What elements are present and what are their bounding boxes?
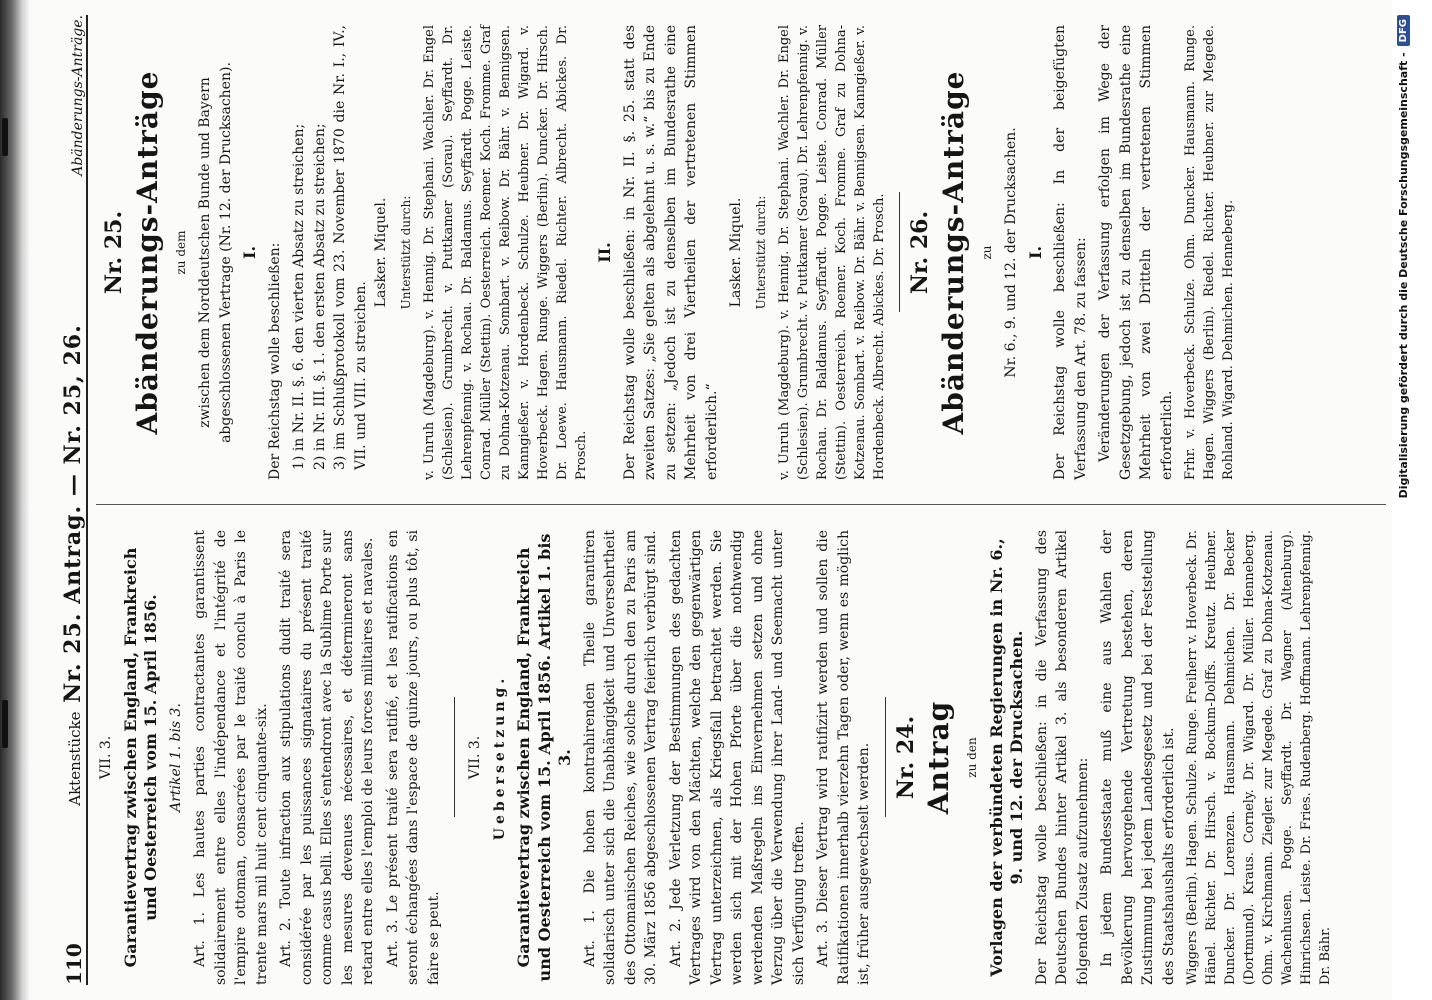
dfg-logo: DFG (1397, 15, 1410, 46)
nr26-zu: zu (979, 245, 994, 260)
german-article-3: Art. 3. Dieser Vertrag wird ratifizirt werden und sollen die Ratifikationen innerhalb vierzehn Tagen oder, wenn es möglich ist, früher ausgewechselt werden. (815, 530, 872, 985)
digitization-credit (1395, 15, 1411, 975)
nr26-title: Abänderungs-Anträge (936, 70, 970, 435)
nr25-proposers-1: Lasker. Miquel. (373, 197, 389, 308)
gutter-mark (2, 118, 8, 156)
treaty-title: Garantievertrag zwischen England, Frankreich und Oesterreich vom 15. April 1856. (120, 547, 160, 968)
nr25-item-1: 1) in Nr. II. §. 6. den vierten Absatz zu streichen; (291, 123, 307, 470)
divider (899, 193, 900, 313)
nr24-text: In jedem Bundesstaate muß eine aus Wahlen der Bevölkerung hervorgehende Vertretung bestehen, deren Zustimmung bei jedem Landesgesetz und bei der Feststellung des Staatshaushalts erforderlich ist. (1099, 530, 1177, 985)
running-title-center: Nr. 25. Antrag. — Nr. 25, 26. (60, 324, 86, 703)
treaty-subtitle: Artikel 1. bis 3. (167, 703, 184, 812)
gutter-mark (2, 700, 8, 748)
nr24-intro: Der Reichstag wolle beschließen: in die Verfassung des Deutschen Bundes hinter Artikel 3. als besonderen Artikel folgenden Zusatz aufzunehmen: (1033, 530, 1091, 985)
nr26-text: Veränderungen der Verfassung erfolgen im Wege der Gesetzgebung, jedoch ist zu denselben im Bundesrathe eine Mehrheit von zwei Dritteln der vertretenen Stimmen erforderlich. (1097, 25, 1175, 480)
german-article-1: Art. 1. Die hohen kontrahirenden Theile garantiren solidarisch unter sich die Unabhängigkeit und Unversehrtheit des Ottomanischen Reiches, wie solche durch den zu Paris am 30. März 1856 abgeschlossenen Vertrag feierlich verbürgt sind. (581, 530, 659, 985)
nr25-proposers-2: Lasker. Miquel. (728, 197, 744, 308)
nr24-zu: zu den (965, 737, 979, 778)
column-rule (96, 504, 1386, 505)
nr25-intro-1: Der Reichstag wolle beschließen: (266, 242, 283, 480)
nr25-intro-2: Der Reichstag wolle beschließen: in Nr. II. §. 25. statt des zweiten Satzes: „Sie gelten als abgelehnt u. s. w.“ bis zu Ende zu setzen: „Jedoch ist zu denselben im Bundesrathe eine Mehrheit von drei Viertheilen der vertretenen Stimmen erforderlich.“ (621, 25, 720, 480)
page-number: 110 (62, 943, 86, 985)
divider (454, 698, 455, 818)
nr25-title: Abänderungs-Anträge (130, 70, 164, 435)
nr26-number: Nr. 26. (907, 210, 933, 295)
nr25-number: Nr. 25. (101, 210, 127, 295)
nr25-item-3: 3) im Schlußprotokoll vom 23. November 1870 die Nr. I., IV., VII. und VIII. zu streichen. (332, 25, 369, 470)
divider (885, 698, 886, 818)
nr25-signers-2: v. Unruh (Magdeburg). v. Hennig. Dr. Stephani. Wachler. Dr. Engel (Schlesien). Grumbrecht. v. Puttkamer (Sorau). Dr. Lehrenpfennig. v. Rochau. Dr. Baldamus. Seyffardt. Pogge. Leiste. Conrad. Müller (Stettin). Oesterreich. Roemer. Koch. Fromme. Graf zu Dohna-Kotzenau. Sombart. v. Reibow. Dr. Bähr. v. Bennigsen. Kanngießer. v. Hordenbeck. Albrecht. Abickes. Dr. Prosch. (777, 25, 887, 480)
document-page (50, 15, 1415, 985)
nr25-zu: zu dem (173, 230, 188, 275)
left-column (96, 530, 1339, 985)
nr25-roman-2: II. (595, 242, 614, 263)
nr25-item-2: 2) in Nr. III. §. 1. den ersten Absatz zu streichen; (311, 123, 328, 470)
french-article-2: Art. 2. Toute infraction aux stipulations dudit traité sera considérée par les puissances signataires du présent traité comme casus belli. Elles s'entendront avec la Sublime Porte sur les mesures devenues nécessaires, et détermineront sans retard entre elles l'emploi de leurs forces militaires et navales. (278, 530, 376, 985)
nr26-signers: Frhr. v. Hoverbeck. Schulze. Ohm. Duncker. Hausmann. Runge. Hagen. Wiggers (Berlin). Riedel. Richter. Heubner. zur Megede. Rohland. Wigard. Dehmichen. Henneberg. (1183, 25, 1236, 480)
right-column (96, 25, 1242, 480)
nr25-roman-1: I. (240, 245, 259, 260)
translation-heading: Uebersetzung. (491, 674, 508, 841)
french-article-3: Art. 3. Le présent traité sera ratifié, et les ratifications en seront échangées dans l'espace de quinze jours, ou plus tôt, si faire se peut. (384, 530, 442, 985)
french-article-1: Art. 1. Les hautes parties contractantes garantissent solidairement entre elles l'indépendance et l'intégrité de l'empire ottoman, consacrées par le traité conclu à Paris le trente mars mil huit cent cinquante-six. (192, 530, 270, 985)
nr24-title: Antrag (922, 700, 955, 815)
nr25-supported-2: Unterstützt durch: (753, 195, 768, 310)
running-title (60, 215, 86, 915)
nr25-supported-1: Unterstützt durch: (398, 195, 413, 310)
nr26-subject: Nr. 6., 9. und 12. der Drucksachen. (1003, 127, 1019, 378)
section-number: VII. 3. (467, 735, 483, 780)
running-header (50, 15, 88, 985)
nr25-subject: zwischen dem Norddeutschen Bunde und Bayern abgeschlossenen Vertrage (Nr. 12. der Drucksachen). (197, 62, 234, 443)
translation-title: Garantievertrag zwischen England, Frankreich und Oesterreich vom 15. April 1856. Artikel 1. bis 3. (514, 533, 574, 982)
german-article-2: Art. 2. Jede Verletzung der Bestimmungen des gedachten Vertrages wird von den Mächten, welche den gegenwärtigen Vertrag unterzeichnen, als Kriegsfall betrachtet werden. Sie werden sich mit der Hohen Pforte über die nothwendig werdenden Maßregeln ins Einvernehmen setzen und ohne Verzug über die Verwendung ihrer Land- und Seemacht unter sich Verfügung treffen. (667, 530, 807, 985)
nr25-signers-1: v. Unruh (Magdeburg). v. Hennig. Dr. Stephani. Wachler. Dr. Engel (Schlesien). Grumbrecht. v. Puttkamer (Sorau). Seyffardt. Dr. Lehrenpfennig. v. Rochau. Dr. Baldamus. Seyffardt. Pogge. Leiste. Conrad. Müller (Stettin). Oesterreich. Roemer. Koch. Fromme. Graf zu Dohna-Kotzenau. Sombart. v. Reibow. Dr. Bähr. v. Bennigsen. Kanngießer. v. Hordenbeck. Schulze. Heubner. Dr. Wigard. v. Hoverbeck. Hagen. Runge. Wiggers (Berlin). Duncker. Dr. Hirsch. Dr. Loewe. Hausmann. Riedel. Richter. Albrecht. Abickes. Dr. Prosch. (422, 25, 589, 480)
nr24-subject: Vorlagen der verbündeten Regierungen in Nr. 6., 9. und 12. der Drucksachen. (986, 538, 1026, 977)
credit-text: Digitalisierung gefördert durch die Deutsche Forschungsgemeinschaft - (1396, 52, 1410, 499)
running-title-right: Abänderungs-Anträge. (70, 15, 86, 176)
section-number: VII. 3. (98, 735, 114, 780)
nr26-intro: Der Reichstag wolle beschließen: In der beigefügten Verfassung den Art. 78. zu fassen: (1052, 25, 1089, 480)
running-title-left: Aktenstücke (66, 711, 84, 806)
nr24-number: Nr. 24. (892, 715, 919, 800)
nr24-signers: Wiggers (Berlin). Hagen. Schulze. Runge. Freiherr v. Hoverbeck. Dr. Hänel. Richter. Dr. Hirsch. v. Bockum-Dolffs. Kreutz. Heubner. Duncker. Dr. Lorenzen. Hausmann. Dehmichen. Dr. Becker (Dortmund). Kraus. Cornely. Dr. Wigard. Dr. Müller. Henneberg. Ohm. v. Kirchmann. Ziegler. zur Megede. Graf zu Dohna-Kotzenau. Wachenhusen. Pogge. Seyffardt. Dr. Wagner (Altenburg). Hinrichsen. Leiste. Dr. Fries. Rudenberg. Hoffmann. Lehrenpfennig. Dr. Bähr. (1185, 530, 1333, 985)
nr26-roman-1: I. (1025, 245, 1045, 260)
